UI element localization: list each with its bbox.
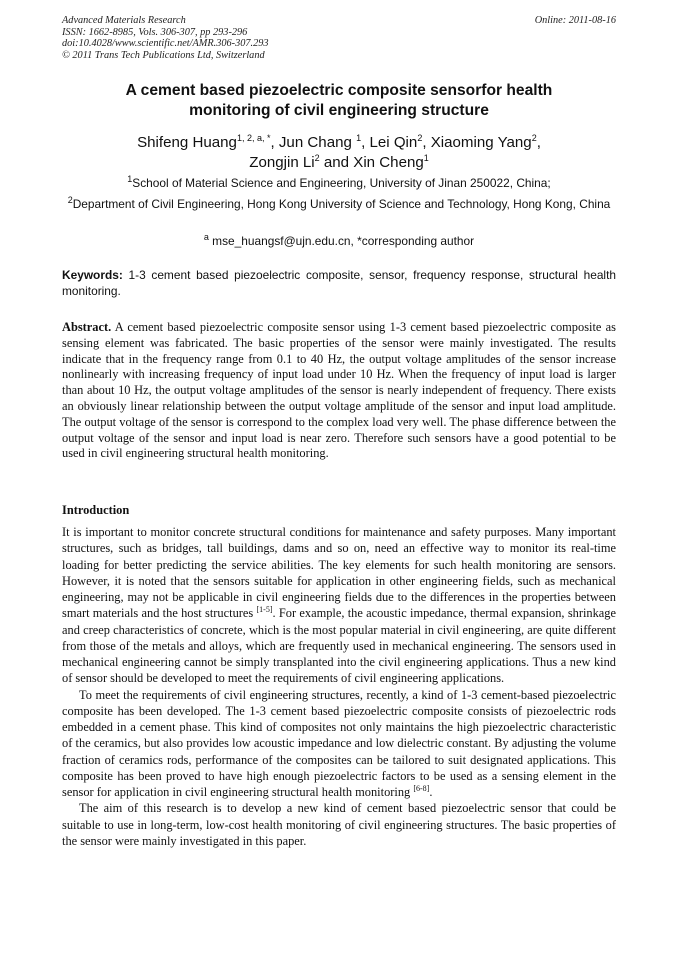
paragraph-text: . For example, the acoustic impedance, thermal expansion, shrinkage and creep characteristics of concrete, which is the most popular material in civil engineering, are quite different from those of the metals and alloys, which are frequently used in mechanical engineering. The sensors used in mechanical engineering cannot be simply transplanted into the civil engineering applications. Thus a new kind of sensor should be developed to meet the requirements of civil engineering applications. xyxy=(62,606,616,686)
author-separator: , xyxy=(361,134,370,151)
author-name: Xin Cheng xyxy=(353,154,424,171)
author-separator: , xyxy=(536,134,541,151)
abstract xyxy=(62,320,616,462)
keywords-text: 1-3 cement based piezoelectric composite, sensor, frequency response, structural health monitoring. xyxy=(62,268,616,298)
title-line-2: monitoring of civil engineering structure xyxy=(189,102,489,119)
author-email xyxy=(62,234,616,250)
paragraph xyxy=(62,524,616,687)
author-separator: , xyxy=(422,134,431,151)
affiliation-mark: 2 xyxy=(67,195,73,206)
paragraph-text: It is important to monitor concrete structural conditions for maintenance and safety purposes. Many important structures, such as bridges, tall buildings, dams and so on, need an effective way to monitor its real-time loading for better predicting the service abilities. The key elements for such health monitoring are sensors. However, it is noted that the sensors suitable for application in other engineering fields, such as mechanical engineering, may not be applicable in civil engineering fields due to the differences in the properties between smart materials and the host structures xyxy=(62,525,616,621)
keywords-label: Keywords: xyxy=(62,268,123,282)
affiliation-text: School of Material Science and Engineering, University of Jinan 250022, China; xyxy=(132,176,551,190)
author-name: Shifeng Huang xyxy=(137,134,237,151)
issn-line: ISSN: 1662-8985, Vols. 306-307, pp 293-296 xyxy=(62,26,248,38)
author-affiliation-mark: 2 xyxy=(531,132,537,143)
journal-name: Advanced Materials Research xyxy=(62,15,186,26)
author-name: Xiaoming Yang xyxy=(430,134,532,151)
abstract-label: Abstract. xyxy=(62,320,112,334)
paragraph-text: . xyxy=(429,785,433,799)
author-separator: and xyxy=(319,154,354,171)
affiliation-mark: 1 xyxy=(127,174,133,185)
abstract-text: A cement based piezoelectric composite sensor using 1-3 cement based piezoelectric composite as sensing element was fabricated. The basic properties of the sensor were mainly investigated. The results indicate that in the frequency range from 0.1 to 40 Hz, the output voltage amplitudes of the sensor increase nonlinearly with increasing frequency of input load under 10 Hz. When the frequency of input load is larger than about 10 Hz, the output voltage amplitudes of the sensor is nearly independent of frequency. There exists an obviously linear relationship between the output voltage amplitude of the sensor and input load amplitude. The output voltage of the sensor is correspond to the complex load very well. The phase difference between the output voltage of the sensor and input load is near zero. Therefore such sensors have a good potential to be used in civil engineering structural health monitoring. xyxy=(62,320,616,461)
keywords xyxy=(62,268,616,299)
author-name: Jun Chang xyxy=(278,134,357,151)
citation: [6-8] xyxy=(413,783,430,793)
affiliation-1 xyxy=(62,176,616,192)
author-line-2 xyxy=(62,153,616,173)
author-name: Zongjin Li xyxy=(249,154,315,171)
introduction-body xyxy=(62,524,616,849)
paper-title xyxy=(62,81,616,121)
paragraph-text: To meet the requirements of civil engineering structures, recently, a kind of 1-3 cement-based piezoelectric composite has been developed. The 1-3 cement based piezoelectric composite consists of piezoelectric rods embedded in a cement phase. This kind of composites not only maintains the high piezoelectric characteristic of the ceramics, but also provides low acoustic impedance and low dielectric constant. By adjusting the volume fraction of ceramics rods, performance of the composites can be tailored to suit designated applications. This composite has been proved to have high enough piezoelectric factors to be used as a sensing element in the sensor for application in civil engineering structural health monitoring xyxy=(62,687,616,799)
author-affiliation-mark: 1 xyxy=(423,152,429,163)
email-mark: a xyxy=(203,232,209,243)
section-heading-introduction: Introduction xyxy=(62,503,130,517)
affiliation-2 xyxy=(66,197,612,213)
author-affiliation-mark: 1 xyxy=(356,132,362,143)
affiliation-text: Department of Civil Engineering, Hong Kong University of Science and Technology, Hong Kong, China xyxy=(72,197,611,211)
author-affiliation-mark: 2 xyxy=(417,132,423,143)
author-name: Lei Qin xyxy=(369,134,418,151)
title-line-1: A cement based piezoelectric composite sensorfor health xyxy=(125,82,553,99)
doi-line: doi:10.4028/www.scientific.net/AMR.306-307.293 xyxy=(62,38,269,50)
online-date: Online: 2011-08-16 xyxy=(534,15,616,26)
paragraph-text: The aim of this research is to develop a new kind of cement based piezoelectric sensor that could be suitable to use in long-term, low-cost health monitoring of civil engineering structures. The basic properties of the sensor were mainly investigated in this paper. xyxy=(62,801,616,848)
author-affiliation-mark: 1, 2, a, * xyxy=(236,132,271,143)
journal-header xyxy=(62,15,269,61)
author-list xyxy=(62,133,616,173)
email-text: mse_huangsf@ujn.edu.cn, *corresponding author xyxy=(208,234,475,248)
copyright-line: © 2011 Trans Tech Publications Ltd, Switzerland xyxy=(62,49,265,61)
author-line-1 xyxy=(62,133,616,153)
author-affiliation-mark: 2 xyxy=(314,152,320,163)
paragraph xyxy=(62,800,616,849)
paragraph xyxy=(62,687,616,801)
author-separator: , xyxy=(270,134,279,151)
citation: [1-5] xyxy=(256,605,273,615)
